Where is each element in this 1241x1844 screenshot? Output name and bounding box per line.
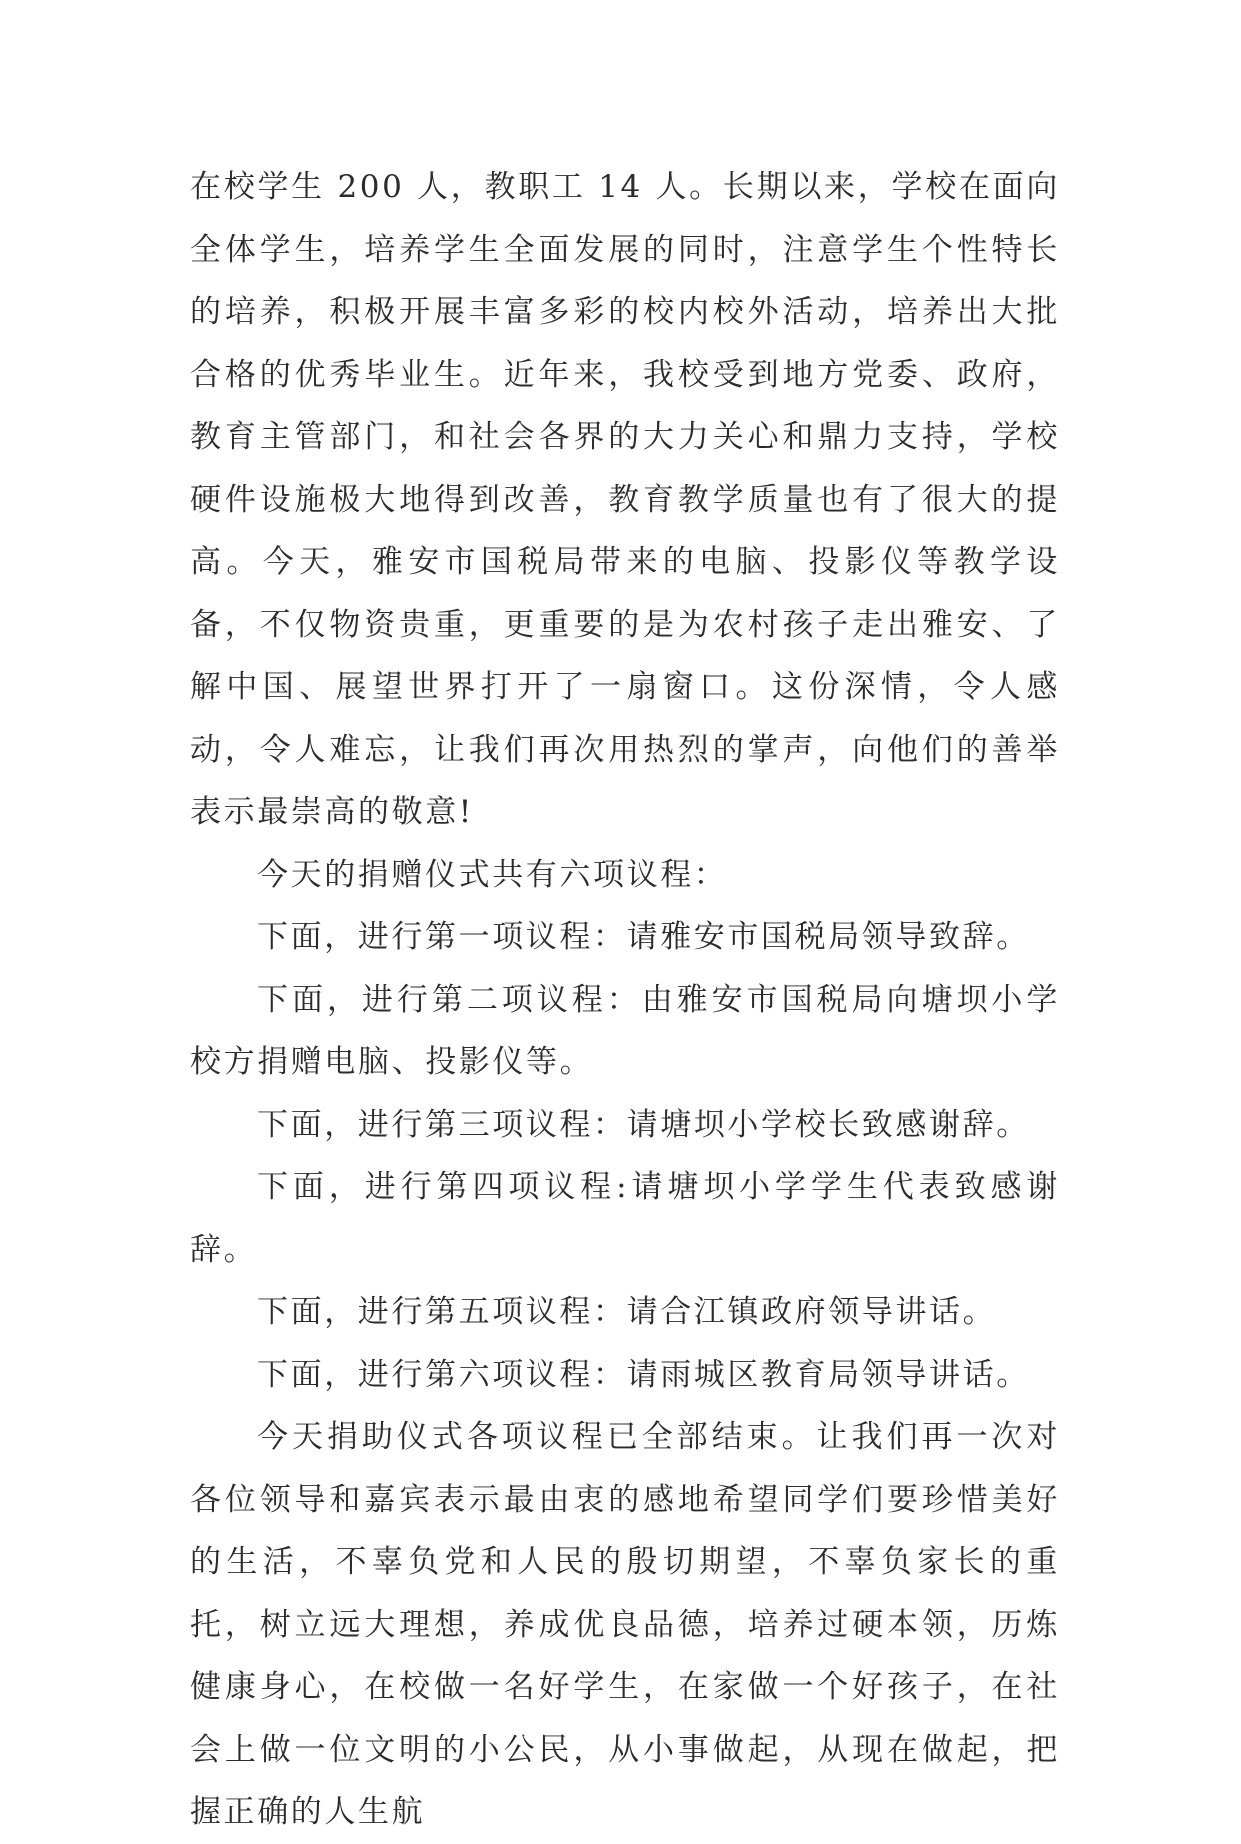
paragraph-closing: 今天捐助仪式各项议程已全部结束。让我们再一次对各位领导和嘉宾表示最由衷的感地希望同学们要珍惜美好的生活，不辜负党和人民的殷切期望，不辜负家长的重托，树立远大理想，养成优良品德，培养过硬本领，历炼健康身心，在校做一名好学生，在家做一个好孩子，在社会上做一位文明的小公民，从小事做起，从现在做起，把握正确的人生航 <box>190 1419 1060 1830</box>
paragraph-agenda-item-1: 下面，进行第一项议程：请雅安市国税局领导致辞。 <box>257 919 1030 955</box>
paragraph-agenda-item-3: 下面，进行第三项议程：请塘坝小学校长致感谢辞。 <box>257 1106 1030 1143</box>
paragraph-school-intro: 在校学生 200 人，教职工 14 人。长期以来，学校在面向全体学生，培养学生全面发展的同时，注意学生个性特长的培养，积极开展丰富多彩的校内校外活动，培养出大批合格的优秀毕业生。近年来，我校受到地方党委、政府，教育主管部门，和社会各界的大力关心和鼎力支持，学校硬件设施极大地得到改善，教育教学质量也有了很大的提高。今天，雅安市国税局带来的电脑、投影仪等教学设备，不仅物资贵重，更重要的是为农村孩子走出雅安、了解中国、展望世界打开了一扇窗口。这份深情，令人感动，令人难忘，让我们再次用热烈的掌声，向他们的善举表示最崇高的敬意! <box>190 169 1060 830</box>
paragraph-agenda-intro: 今天的捐赠仪式共有六项议程： <box>257 856 728 893</box>
paragraph-agenda-item-2: 下面，进行第二项议程：由雅安市国税局向塘坝小学校方捐赠电脑、投影仪等。 <box>190 981 1060 1080</box>
paragraph-agenda-item-4: 下面，进行第四项议程:请塘坝小学学生代表致感谢辞。 <box>190 1169 1060 1268</box>
paragraph-agenda-item-6: 下面，进行第六项议程：请雨城区教育局领导讲话。 <box>257 1356 1030 1393</box>
paragraph-agenda-item-5: 下面，进行第五项议程：请合江镇政府领导讲话。 <box>257 1294 997 1330</box>
document-body <box>190 156 1060 1844</box>
